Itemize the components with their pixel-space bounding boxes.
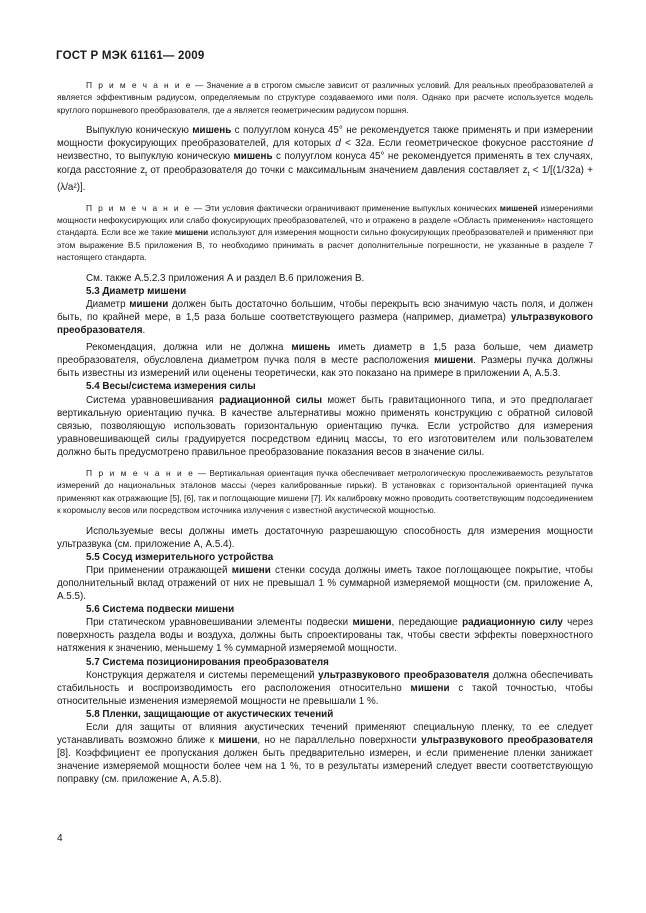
paragraph-suspension: При статическом уравновешивании элементы подвески мишени, передающие радиационную силу через поверхность раздела воды и воздуха, должны быть спроектированы так, чтобы свести эффекты поверхностного натяжения к значению, меньшему 1 % суммарной измеряемой мощности. [57,617,594,655]
paragraph-recommendation: Рекомендация, должна или не должна мишень иметь диаметр в 1,5 раза больше, чем диаметр преобразователя, обусловлена диаметром пучка поля в месте расположения мишени. Размеры пучка должны быть известны из измерений или оценены теоретически, как это показано на примере в приложении А, А.5.3. [57,342,593,380]
note-label: П р и м е ч а н и е [86,80,192,90]
paragraph-see-also: См. также А.5.2.3 приложения А и раздел В.6 приложения В. [86,272,365,284]
note-3: П р и м е ч а н и е — Вертикальная ориентация пучка обеспечивает метрологическую прослеживаемость результатов измерений до национальных эталонов массы (через калиброванные гирьки). В установках с горизонтальной ориентацией пучка применяют как отражающие [5], [6], так и поглощающие мишени [7]. Их калибровку можно проводить соответствующим подсоединением к коромыслу весов или посредством источника излучения с известной акустической мощностью. [57,468,593,516]
heading-5-6: 5.6 Система подвески мишени [86,604,235,616]
paragraph-target-diameter: Диаметр мишени должен быть достаточно большим, чтобы перекрыть всю значимую часть поля, и должен быть, по крайней мере, в 1,5 раза больше соответствующего размера (например, диаметра) ультразвукового преобразователя. [57,298,593,337]
note-1: П р и м е ч а н и е — Значение a в строгом смысле зависит от различных условий. Для реальных преобразователей a является эффективным радиусом, определяемым по структуре создаваемого ими поля. Однако при расчете используется модель круглого поршневого преобразователя, где a является геометрическим радиусом поршня. [57,80,593,115]
document-body [57,79,593,787]
heading-5-7: 5.7 Система позиционирования преобразователя [86,656,329,668]
paragraph-scale-resolution: Используемые весы должны иметь достаточную разрешающую способность для измерения мощности ультразвука (см. приложение А, А.5.4). [57,525,593,550]
document-header: ГОСТ Р МЭК 61161— 2009 [56,50,205,62]
paragraph-balance-system: Система уравновешивания радиационной силы может быть гравитационного типа, и это предполагает вертикальную ориентацию пучка. В качестве альтернативы можно применять конструкцию с обратной силовой связью, позволяющую использовать горизонтальную ориентацию пучка. Если устройство для измерения уравновешивающей силы градуируется посредством единиц массы, то его изготовителем или пользователем должно быть предусмотрено правильное преобразование показания весов в значение силы. [57,394,593,458]
page-number: 4 [57,833,63,844]
heading-5-3: 5.3 Диаметр мишени [86,285,187,297]
paragraph-cone-target: Выпуклую коническую мишень с полууглом конуса 45° не рекомендуется также применять и при измерении мощности фокусирующих преобразователей, для которых d < 32a. Если геометрическое фокусное расстояние d неизвестно, то выпуклую коническую мишень с полууглом конуса 45° не рекомендуется применять в тех случаях, когда расстояние $z_t$ от преобразователя до точки с максимальным значением давления составляет $z_t < 1/[(1/32a) + (\lambda/a^2)]$. [57,125,594,193]
paragraph-positioning: Конструкция держателя и системы перемещений ультразвукового преобразователя должна обеспечивать стабильность и воспроизводимость его расположения относительно мишени с такой точностью, чтобы относительные изменения измеряемой мощности не превышали 1 %. [57,669,593,707]
heading-5-8: 5.8 Пленки, защищающие от акустических течений [86,708,334,720]
heading-5-5: 5.5 Сосуд измерительного устройства [86,551,274,563]
note-2: П р и м е ч а н и е — Эти условия фактически ограничивают применение выпуклых конических мишеней измерениями мощности нефокусирующих или слабо фокусирующих преобразователей, что и отражено в разделе «Область применения» настоящего стандарта. Если все же такие мишени используют для измерения мощности сильно фокусирующих преобразователей и применяют при этом выражение В.5 приложения В, то необходимо принимать в расчет дополнительные погрешности, не указанные в разделе 7 настоящего стандарта. [57,202,593,263]
paragraph-films: Если для защиты от влияния акустических течений применяют специальную пленку, то ее следует устанавливать возможно ближе к мишени, но не параллельно поверхности ультразвукового преобразователя [8]. Коэффициент ее пропускания должен быть предварительно измерен, и если применение пленки занижает значение измеряемой мощности более чем на 1 %, то в результаты измерений следует ввести соответствующую поправку (см. приложение А, А.5.8). [57,722,593,786]
paragraph-vessel: При применении отражающей мишени стенки сосуда должны иметь такое поглощающее покрытие, чтобы дополнительный вклад отражений от них не превышал 1 % суммарной измеряемой мощности (см. приложение А, А.5.5). [57,564,593,603]
heading-5-4: 5.4 Весы/система измерения силы [86,381,256,393]
